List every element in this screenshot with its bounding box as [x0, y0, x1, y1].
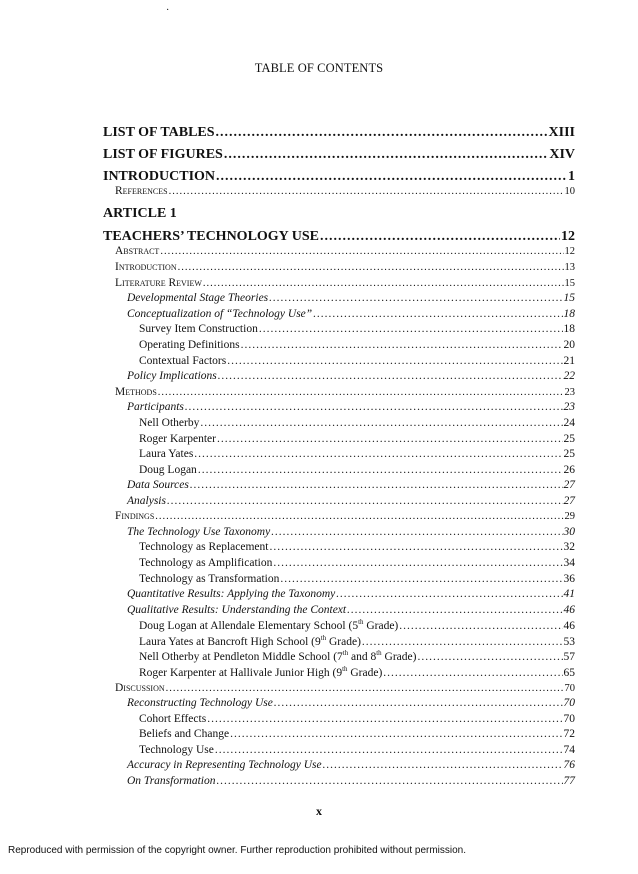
toc-entry-label: Introduction	[115, 261, 177, 273]
toc-leader-dots	[274, 697, 563, 709]
toc-entry-label: Laura Yates	[139, 448, 194, 460]
toc-leader-dots	[323, 759, 563, 771]
toc-entry-label: Methods	[115, 386, 157, 398]
toc-leader-dots	[190, 479, 563, 491]
toc-entry	[103, 619, 575, 632]
toc-entry-page: 46	[563, 619, 575, 632]
toc-entry-label: Roger Karpenter	[139, 433, 216, 445]
toc-entry-page: 34	[563, 557, 575, 569]
toc-entry	[103, 728, 575, 740]
toc-entry-label: Cohort Effects	[139, 713, 207, 725]
toc-entry	[103, 292, 575, 304]
toc-leader-dots	[271, 526, 562, 538]
toc-entry-label: Survey Item Construction	[139, 323, 258, 335]
toc-entry	[103, 125, 575, 141]
toc-leader-dots	[269, 292, 562, 304]
toc-entry	[103, 169, 575, 185]
toc-leader-dots	[269, 541, 562, 553]
toc-entry	[103, 323, 575, 335]
toc-entry	[103, 775, 575, 787]
toc-entry-page: 29	[564, 511, 575, 522]
toc-leader-dots	[217, 775, 563, 787]
toc-entry-label: Nell Otherby	[139, 417, 200, 429]
toc-entry-label: Discussion	[115, 682, 165, 694]
toc-leader-dots	[215, 744, 563, 756]
toc-leader-dots	[160, 246, 563, 257]
stray-mark: ·	[166, 5, 170, 16]
toc-entry-page: 18	[563, 308, 575, 320]
toc-entry-page: 57	[563, 650, 575, 663]
copyright-footer: Reproduced with permission of the copyright owner. Further reproduction prohibited without permission.	[8, 845, 467, 856]
toc-leader-dots	[383, 667, 562, 679]
toc-entry	[103, 666, 575, 679]
toc-entry	[103, 417, 575, 429]
page-title: TABLE OF CONTENTS	[254, 61, 384, 75]
toc-entry-label: Findings	[115, 510, 155, 522]
toc-leader-dots	[167, 495, 563, 507]
toc-entry-page: 65	[563, 666, 575, 679]
toc-entry-label: Reconstructing Technology Use	[127, 697, 273, 709]
toc-entry-page: 1	[568, 169, 575, 184]
toc-entry	[103, 229, 575, 245]
toc-entry-label: Doug Logan at Allendale Elementary School (5th Grade)	[139, 619, 399, 632]
toc-entry	[103, 713, 575, 725]
toc-entry-page: 27	[563, 479, 575, 491]
toc-entry-label: TEACHERS’ TECHNOLOGY USE	[103, 229, 320, 244]
toc-entry	[103, 355, 575, 367]
toc-entry-page: 22	[563, 370, 575, 382]
toc-entry-page: 76	[563, 759, 575, 771]
toc-entry	[103, 479, 575, 491]
toc-entry-label: References	[115, 185, 168, 197]
toc-entry-label: Quantitative Results: Applying the Taxonomy	[127, 588, 336, 600]
toc-entry-page: 46	[563, 604, 575, 616]
toc-entry-page: 41	[563, 588, 575, 600]
toc-entry	[103, 386, 575, 398]
toc-entry-label: Technology as Amplification	[139, 557, 273, 569]
toc-entry-label: Qualitative Results: Understanding the Context	[127, 604, 347, 616]
toc-entry-label: LIST OF FIGURES	[103, 147, 223, 162]
toc-entry-label: Accuracy in Representing Technology Use	[127, 759, 322, 771]
toc-entry	[103, 464, 575, 476]
toc-entry-label: ARTICLE 1	[103, 206, 177, 221]
toc-entry-page: XIII	[548, 125, 575, 140]
toc-entry	[103, 526, 575, 538]
toc-entry-page: 30	[563, 526, 575, 538]
toc-leader-dots	[185, 401, 563, 413]
toc-entry-page: 26	[563, 464, 575, 476]
toc-entry	[103, 277, 575, 289]
toc-entry-page: 20	[563, 339, 575, 351]
toc-leader-dots	[169, 186, 564, 197]
toc-leader-dots	[336, 588, 562, 600]
toc-entry-label: Laura Yates at Bancroft High School (9th Grade)	[139, 635, 361, 648]
toc-entry	[103, 604, 575, 616]
toc-entry-label: Data Sources	[127, 479, 189, 491]
toc-entry	[103, 573, 575, 585]
toc-entry	[103, 339, 575, 351]
toc-entry	[103, 650, 575, 663]
toc-entry-page: 27	[563, 495, 575, 507]
toc-entry	[103, 206, 575, 222]
toc-entry-label: Beliefs and Change	[139, 728, 230, 740]
toc-entry-page: XIV	[549, 147, 575, 162]
toc-entry-label: Technology as Replacement	[139, 541, 269, 553]
toc-entry-label: INTRODUCTION	[103, 169, 216, 184]
toc-entry-label: On Transformation	[127, 775, 216, 787]
toc-leader-dots	[198, 464, 563, 476]
toc-entry-label: Technology Use	[139, 744, 214, 756]
toc-leader-dots	[155, 511, 563, 522]
toc-entry-page: 12	[561, 229, 575, 244]
toc-entry-page: 23	[564, 387, 575, 398]
toc-leader-dots	[203, 278, 564, 289]
toc-entry-label: Developmental Stage Theories	[127, 292, 269, 304]
toc-leader-dots	[207, 713, 562, 725]
toc-leader-dots	[227, 355, 562, 367]
toc-entry-page: 24	[563, 417, 575, 429]
toc-entry	[103, 557, 575, 569]
toc-entry-label: Abstract	[115, 245, 160, 257]
toc-leader-dots	[241, 339, 563, 351]
toc-entry-label: Operating Definitions	[139, 339, 240, 351]
toc-entry-page: 77	[563, 775, 575, 787]
toc-entry-label: Doug Logan	[139, 464, 197, 476]
toc-leader-dots	[158, 387, 564, 398]
toc-entry-page: 10	[564, 186, 575, 197]
toc-entry	[103, 635, 575, 648]
toc-entry-label: Conceptualization of “Technology Use”	[127, 308, 313, 320]
toc-entry-label: Participants	[127, 401, 184, 413]
toc-leader-dots	[280, 573, 562, 585]
toc-entry-label: Technology as Transformation	[139, 573, 280, 585]
toc-entry-label: Analysis	[127, 495, 166, 507]
toc-entry-page: 53	[563, 635, 575, 648]
toc-entry	[103, 495, 575, 507]
toc-entry	[103, 401, 575, 413]
toc-entry-page: 18	[563, 323, 575, 335]
toc-leader-dots	[417, 651, 562, 663]
toc-entry	[103, 697, 575, 709]
toc-entry-page: 70	[563, 713, 575, 725]
toc-entry-page: 74	[563, 744, 575, 756]
toc-entry-page: 25	[563, 433, 575, 445]
toc-leader-dots	[313, 308, 562, 320]
toc-entry	[103, 185, 575, 197]
toc-entry	[103, 261, 575, 273]
toc-entry	[103, 245, 575, 257]
toc-leader-dots	[216, 125, 548, 141]
toc-entry-label: Roger Karpenter at Hallivale Junior High (9th Grade)	[139, 666, 383, 679]
toc-leader-dots	[200, 417, 562, 429]
toc-leader-dots	[218, 370, 563, 382]
toc-leader-dots	[320, 229, 560, 245]
toc-leader-dots	[399, 620, 562, 632]
toc-leader-dots	[217, 433, 563, 445]
toc-entry-page: 21	[563, 355, 575, 367]
toc-entry	[103, 510, 575, 522]
toc-leader-dots	[273, 557, 562, 569]
toc-leader-dots	[166, 683, 564, 694]
toc-entry-page: 25	[563, 448, 575, 460]
toc-entry-page: 36	[563, 573, 575, 585]
toc-entry-page: 70	[564, 683, 575, 694]
toc-leader-dots	[347, 604, 562, 616]
toc-entry-label: Contextual Factors	[139, 355, 227, 367]
toc-entry	[103, 759, 575, 771]
toc-entry-page: 13	[564, 262, 575, 273]
toc-entry	[103, 682, 575, 694]
toc-entry-label: Nell Otherby at Pendleton Middle School (7th and 8th Grade)	[139, 650, 417, 663]
toc-entry-label: The Technology Use Taxonomy	[127, 526, 271, 538]
toc-leader-dots	[230, 728, 562, 740]
toc-leader-dots	[194, 448, 562, 460]
toc-entry	[103, 370, 575, 382]
toc-entry-label: Literature Review	[115, 277, 202, 289]
toc-entry	[103, 541, 575, 553]
toc-entry-page: 23	[563, 401, 575, 413]
toc-entry-label: Policy Implications	[127, 370, 217, 382]
toc-leader-dots	[362, 636, 563, 648]
toc-entry-page: 70	[563, 697, 575, 709]
toc-entry	[103, 433, 575, 445]
toc-entry-page: 15	[563, 292, 575, 304]
toc-leader-dots	[216, 169, 567, 185]
toc-leader-dots	[224, 147, 549, 163]
toc-entry	[103, 308, 575, 320]
toc-entry-page: 32	[563, 541, 575, 553]
toc-entry-page: 72	[563, 728, 575, 740]
toc-entry	[103, 147, 575, 163]
toc-entry-label: LIST OF TABLES	[103, 125, 215, 140]
toc-entry	[103, 448, 575, 460]
toc-entry	[103, 744, 575, 756]
toc-entry	[103, 588, 575, 600]
toc-leader-dots	[259, 323, 563, 335]
toc-leader-dots	[178, 262, 564, 273]
page-number: x	[316, 804, 322, 818]
toc-entry-page: 15	[564, 278, 575, 289]
toc-entry-page: 12	[564, 246, 575, 257]
